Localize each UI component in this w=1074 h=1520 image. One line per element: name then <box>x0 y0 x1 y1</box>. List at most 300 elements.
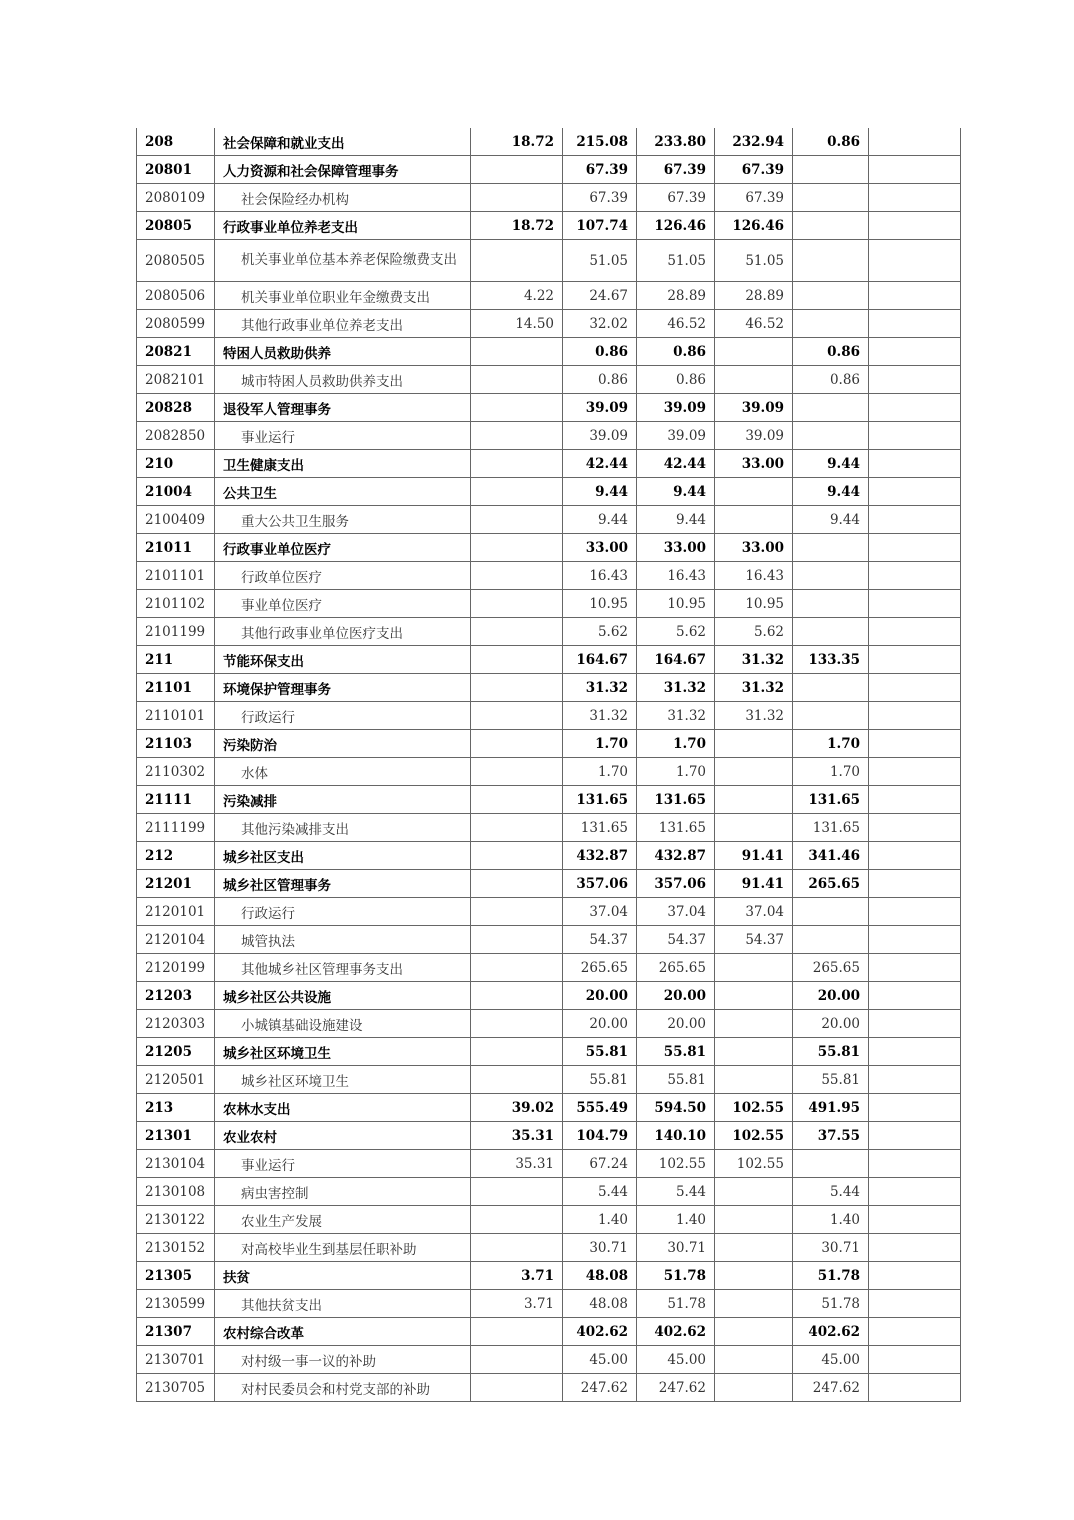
row-value-4-cell: 91.41 <box>715 870 793 898</box>
row-name-cell: 对高校毕业生到基层任职补助 <box>215 1234 471 1262</box>
table-row <box>137 212 961 240</box>
row-value-5-cell <box>793 926 869 954</box>
table-row <box>137 870 961 898</box>
row-name-cell: 城管执法 <box>215 926 471 954</box>
row-name-cell: 病虫害控制 <box>215 1178 471 1206</box>
row-value-3-cell: 20.00 <box>637 982 715 1010</box>
row-value-1-cell <box>471 926 563 954</box>
row-value-4-cell: 33.00 <box>715 534 793 562</box>
row-value-2-cell: 0.86 <box>563 366 637 394</box>
row-value-5-cell: 9.44 <box>793 506 869 534</box>
row-value-5-cell <box>793 898 869 926</box>
row-value-5-cell: 30.71 <box>793 1234 869 1262</box>
row-value-2-cell: 33.00 <box>563 534 637 562</box>
row-value-5-cell: 55.81 <box>793 1066 869 1094</box>
table-row <box>137 506 961 534</box>
row-name-cell: 机关事业单位职业年金缴费支出 <box>215 282 471 310</box>
row-value-1-cell <box>471 1234 563 1262</box>
row-value-3-cell: 9.44 <box>637 506 715 534</box>
row-empty-cell <box>869 926 961 954</box>
row-empty-cell <box>869 128 961 156</box>
row-empty-cell <box>869 156 961 184</box>
row-value-4-cell <box>715 982 793 1010</box>
row-value-1-cell <box>471 870 563 898</box>
row-empty-cell <box>869 1318 961 1346</box>
row-empty-cell <box>869 590 961 618</box>
row-empty-cell <box>869 870 961 898</box>
row-value-1-cell <box>471 618 563 646</box>
row-code-cell: 2130705 <box>137 1374 215 1402</box>
row-code-cell: 21305 <box>137 1262 215 1290</box>
row-value-4-cell: 10.95 <box>715 590 793 618</box>
row-value-4-cell: 126.46 <box>715 212 793 240</box>
row-name-cell: 小城镇基础设施建设 <box>215 1010 471 1038</box>
row-value-3-cell: 39.09 <box>637 422 715 450</box>
row-empty-cell <box>869 1038 961 1066</box>
row-value-2-cell: 164.67 <box>563 646 637 674</box>
row-value-4-cell: 37.04 <box>715 898 793 926</box>
row-code-cell: 2080599 <box>137 310 215 338</box>
row-value-4-cell: 91.41 <box>715 842 793 870</box>
row-value-1-cell <box>471 422 563 450</box>
row-value-1-cell <box>471 702 563 730</box>
row-value-2-cell: 54.37 <box>563 926 637 954</box>
row-value-4-cell <box>715 1234 793 1262</box>
row-empty-cell <box>869 310 961 338</box>
row-value-4-cell: 31.32 <box>715 674 793 702</box>
row-name-cell: 公共卫生 <box>215 478 471 506</box>
row-value-5-cell <box>793 674 869 702</box>
row-value-3-cell: 1.40 <box>637 1206 715 1234</box>
row-value-1-cell <box>471 982 563 1010</box>
row-value-5-cell <box>793 156 869 184</box>
row-empty-cell <box>869 450 961 478</box>
row-value-2-cell: 30.71 <box>563 1234 637 1262</box>
row-empty-cell <box>869 730 961 758</box>
row-value-2-cell: 55.81 <box>563 1038 637 1066</box>
row-value-2-cell: 131.65 <box>563 814 637 842</box>
row-empty-cell <box>869 478 961 506</box>
row-name-cell: 其他行政事业单位养老支出 <box>215 310 471 338</box>
row-code-cell: 210 <box>137 450 215 478</box>
row-value-3-cell: 54.37 <box>637 926 715 954</box>
table-row <box>137 562 961 590</box>
row-name-cell: 城乡社区管理事务 <box>215 870 471 898</box>
row-value-1-cell: 35.31 <box>471 1150 563 1178</box>
row-value-1-cell <box>471 1066 563 1094</box>
row-name-cell: 其他城乡社区管理事务支出 <box>215 954 471 982</box>
row-name-cell: 污染防治 <box>215 730 471 758</box>
table-row <box>137 814 961 842</box>
row-code-cell: 20828 <box>137 394 215 422</box>
row-code-cell: 2101101 <box>137 562 215 590</box>
row-value-1-cell <box>471 156 563 184</box>
row-value-2-cell: 215.08 <box>563 128 637 156</box>
row-name-cell: 行政运行 <box>215 702 471 730</box>
row-code-cell: 2080505 <box>137 240 215 282</box>
row-value-1-cell: 39.02 <box>471 1094 563 1122</box>
row-value-3-cell: 45.00 <box>637 1346 715 1374</box>
row-empty-cell <box>869 562 961 590</box>
table-row <box>137 534 961 562</box>
row-empty-cell <box>869 1206 961 1234</box>
row-value-5-cell: 1.70 <box>793 758 869 786</box>
table-row <box>137 1122 961 1150</box>
table-row <box>137 954 961 982</box>
row-value-2-cell: 402.62 <box>563 1318 637 1346</box>
row-empty-cell <box>869 422 961 450</box>
row-empty-cell <box>869 1290 961 1318</box>
row-value-4-cell <box>715 954 793 982</box>
row-value-5-cell <box>793 590 869 618</box>
row-value-2-cell: 357.06 <box>563 870 637 898</box>
row-empty-cell <box>869 758 961 786</box>
row-value-4-cell: 39.09 <box>715 422 793 450</box>
row-value-4-cell <box>715 366 793 394</box>
row-value-2-cell: 20.00 <box>563 982 637 1010</box>
row-value-5-cell <box>793 212 869 240</box>
row-name-cell: 水体 <box>215 758 471 786</box>
row-value-1-cell <box>471 954 563 982</box>
row-value-5-cell: 1.70 <box>793 730 869 758</box>
row-value-1-cell <box>471 786 563 814</box>
row-value-3-cell: 30.71 <box>637 1234 715 1262</box>
row-empty-cell <box>869 212 961 240</box>
row-empty-cell <box>869 1262 961 1290</box>
row-empty-cell <box>869 240 961 282</box>
row-code-cell: 2110101 <box>137 702 215 730</box>
row-value-3-cell: 402.62 <box>637 1318 715 1346</box>
row-empty-cell <box>869 1066 961 1094</box>
row-value-3-cell: 1.70 <box>637 758 715 786</box>
table-row <box>137 646 961 674</box>
row-value-3-cell: 31.32 <box>637 674 715 702</box>
table-row <box>137 1150 961 1178</box>
row-name-cell: 城乡社区环境卫生 <box>215 1038 471 1066</box>
row-code-cell: 2120303 <box>137 1010 215 1038</box>
row-code-cell: 21011 <box>137 534 215 562</box>
row-value-5-cell <box>793 240 869 282</box>
row-value-5-cell: 1.40 <box>793 1206 869 1234</box>
row-value-5-cell: 20.00 <box>793 982 869 1010</box>
row-value-2-cell: 31.32 <box>563 674 637 702</box>
row-value-1-cell <box>471 814 563 842</box>
row-value-3-cell: 594.50 <box>637 1094 715 1122</box>
row-value-4-cell <box>715 758 793 786</box>
row-value-1-cell <box>471 366 563 394</box>
row-name-cell: 城乡社区公共设施 <box>215 982 471 1010</box>
table-row <box>137 618 961 646</box>
row-value-3-cell: 432.87 <box>637 842 715 870</box>
row-code-cell: 21101 <box>137 674 215 702</box>
row-name-cell: 事业运行 <box>215 1150 471 1178</box>
table-row <box>137 982 961 1010</box>
table-row <box>137 674 961 702</box>
row-value-3-cell: 126.46 <box>637 212 715 240</box>
row-value-4-cell <box>715 338 793 366</box>
row-value-5-cell: 5.44 <box>793 1178 869 1206</box>
row-name-cell: 特困人员救助供养 <box>215 338 471 366</box>
row-value-4-cell: 51.05 <box>715 240 793 282</box>
row-value-2-cell: 48.08 <box>563 1262 637 1290</box>
row-value-3-cell: 9.44 <box>637 478 715 506</box>
row-name-cell: 人力资源和社会保障管理事务 <box>215 156 471 184</box>
row-code-cell: 2130152 <box>137 1234 215 1262</box>
row-value-1-cell <box>471 450 563 478</box>
row-value-2-cell: 16.43 <box>563 562 637 590</box>
row-value-4-cell: 102.55 <box>715 1150 793 1178</box>
table-row <box>137 366 961 394</box>
row-value-3-cell: 131.65 <box>637 814 715 842</box>
row-value-4-cell: 5.62 <box>715 618 793 646</box>
row-value-3-cell: 39.09 <box>637 394 715 422</box>
table-row <box>137 730 961 758</box>
row-name-cell: 行政单位医疗 <box>215 562 471 590</box>
row-value-1-cell <box>471 1178 563 1206</box>
row-value-4-cell <box>715 1206 793 1234</box>
row-value-3-cell: 55.81 <box>637 1066 715 1094</box>
row-value-5-cell <box>793 282 869 310</box>
table-row <box>137 1010 961 1038</box>
row-name-cell: 环境保护管理事务 <box>215 674 471 702</box>
row-value-2-cell: 104.79 <box>563 1122 637 1150</box>
table-row <box>137 1262 961 1290</box>
row-value-2-cell: 9.44 <box>563 506 637 534</box>
table-row <box>137 1066 961 1094</box>
row-value-2-cell: 39.09 <box>563 422 637 450</box>
table-row <box>137 926 961 954</box>
row-value-2-cell: 20.00 <box>563 1010 637 1038</box>
row-value-2-cell: 555.49 <box>563 1094 637 1122</box>
row-value-5-cell: 491.95 <box>793 1094 869 1122</box>
row-value-2-cell: 1.70 <box>563 758 637 786</box>
table-row <box>137 282 961 310</box>
row-value-5-cell: 131.65 <box>793 814 869 842</box>
row-value-4-cell <box>715 1262 793 1290</box>
row-code-cell: 21201 <box>137 870 215 898</box>
row-value-5-cell <box>793 534 869 562</box>
row-value-1-cell <box>471 1374 563 1402</box>
row-value-5-cell <box>793 562 869 590</box>
table-row <box>137 156 961 184</box>
row-value-4-cell: 67.39 <box>715 184 793 212</box>
row-value-5-cell: 9.44 <box>793 478 869 506</box>
row-name-cell: 卫生健康支出 <box>215 450 471 478</box>
row-empty-cell <box>869 1234 961 1262</box>
row-value-2-cell: 42.44 <box>563 450 637 478</box>
table-row <box>137 1206 961 1234</box>
row-value-4-cell: 67.39 <box>715 156 793 184</box>
row-value-1-cell: 3.71 <box>471 1262 563 1290</box>
row-name-cell: 对村民委员会和村党支部的补助 <box>215 1374 471 1402</box>
row-value-2-cell: 32.02 <box>563 310 637 338</box>
row-value-5-cell: 51.78 <box>793 1290 869 1318</box>
row-code-cell: 2120104 <box>137 926 215 954</box>
row-empty-cell <box>869 534 961 562</box>
row-value-5-cell: 9.44 <box>793 450 869 478</box>
row-value-1-cell <box>471 1038 563 1066</box>
row-name-cell: 城乡社区支出 <box>215 842 471 870</box>
row-name-cell: 行政运行 <box>215 898 471 926</box>
row-code-cell: 2101102 <box>137 590 215 618</box>
row-value-2-cell: 31.32 <box>563 702 637 730</box>
table-row <box>137 758 961 786</box>
row-value-2-cell: 67.39 <box>563 156 637 184</box>
row-value-4-cell <box>715 506 793 534</box>
row-code-cell: 2130108 <box>137 1178 215 1206</box>
row-value-3-cell: 67.39 <box>637 184 715 212</box>
row-value-3-cell: 357.06 <box>637 870 715 898</box>
row-name-cell: 事业运行 <box>215 422 471 450</box>
row-value-4-cell: 232.94 <box>715 128 793 156</box>
row-code-cell: 21301 <box>137 1122 215 1150</box>
row-value-4-cell <box>715 478 793 506</box>
row-value-1-cell <box>471 338 563 366</box>
table-row <box>137 184 961 212</box>
row-code-cell: 2120199 <box>137 954 215 982</box>
row-code-cell: 2130104 <box>137 1150 215 1178</box>
row-empty-cell <box>869 1122 961 1150</box>
table-row <box>137 842 961 870</box>
row-value-3-cell: 265.65 <box>637 954 715 982</box>
row-value-3-cell: 51.78 <box>637 1262 715 1290</box>
row-value-1-cell <box>471 730 563 758</box>
row-name-cell: 社会保险经办机构 <box>215 184 471 212</box>
row-code-cell: 2130701 <box>137 1346 215 1374</box>
row-value-2-cell: 107.74 <box>563 212 637 240</box>
row-name-cell: 重大公共卫生服务 <box>215 506 471 534</box>
row-value-5-cell <box>793 310 869 338</box>
row-value-5-cell: 265.65 <box>793 954 869 982</box>
row-code-cell: 2120501 <box>137 1066 215 1094</box>
table-row <box>137 898 961 926</box>
row-name-cell: 节能环保支出 <box>215 646 471 674</box>
row-value-3-cell: 28.89 <box>637 282 715 310</box>
expenditure-table <box>136 128 961 1402</box>
table-row <box>137 1318 961 1346</box>
row-code-cell: 2082850 <box>137 422 215 450</box>
row-value-4-cell: 28.89 <box>715 282 793 310</box>
row-empty-cell <box>869 814 961 842</box>
row-code-cell: 213 <box>137 1094 215 1122</box>
row-empty-cell <box>869 674 961 702</box>
row-code-cell: 21004 <box>137 478 215 506</box>
row-value-2-cell: 265.65 <box>563 954 637 982</box>
row-value-3-cell: 140.10 <box>637 1122 715 1150</box>
row-value-1-cell <box>471 842 563 870</box>
row-name-cell: 社会保障和就业支出 <box>215 128 471 156</box>
row-empty-cell <box>869 618 961 646</box>
row-value-1-cell <box>471 758 563 786</box>
row-name-cell: 其他扶贫支出 <box>215 1290 471 1318</box>
row-value-5-cell: 51.78 <box>793 1262 869 1290</box>
row-empty-cell <box>869 1346 961 1374</box>
row-value-2-cell: 55.81 <box>563 1066 637 1094</box>
table-row <box>137 1290 961 1318</box>
row-code-cell: 20801 <box>137 156 215 184</box>
row-value-5-cell <box>793 1150 869 1178</box>
row-value-2-cell: 5.62 <box>563 618 637 646</box>
row-value-3-cell: 51.05 <box>637 240 715 282</box>
row-value-4-cell <box>715 1318 793 1346</box>
row-name-cell: 机关事业单位基本养老保险缴费支出 <box>215 240 471 282</box>
row-value-2-cell: 37.04 <box>563 898 637 926</box>
row-name-cell: 城市特困人员救助供养支出 <box>215 366 471 394</box>
row-empty-cell <box>869 1374 961 1402</box>
row-value-2-cell: 5.44 <box>563 1178 637 1206</box>
table-row <box>137 590 961 618</box>
row-value-5-cell: 265.65 <box>793 870 869 898</box>
row-name-cell: 对村级一事一议的补助 <box>215 1346 471 1374</box>
row-value-2-cell: 39.09 <box>563 394 637 422</box>
row-value-5-cell: 0.86 <box>793 128 869 156</box>
row-value-3-cell: 33.00 <box>637 534 715 562</box>
row-value-2-cell: 67.24 <box>563 1150 637 1178</box>
row-code-cell: 2100409 <box>137 506 215 534</box>
row-code-cell: 21103 <box>137 730 215 758</box>
row-value-4-cell <box>715 1374 793 1402</box>
row-value-2-cell: 24.67 <box>563 282 637 310</box>
row-empty-cell <box>869 394 961 422</box>
row-value-2-cell: 45.00 <box>563 1346 637 1374</box>
row-value-5-cell: 247.62 <box>793 1374 869 1402</box>
row-value-4-cell <box>715 1178 793 1206</box>
row-empty-cell <box>869 282 961 310</box>
row-value-3-cell: 16.43 <box>637 562 715 590</box>
table-body <box>137 128 961 1402</box>
row-value-2-cell: 67.39 <box>563 184 637 212</box>
row-code-cell: 211 <box>137 646 215 674</box>
table-row <box>137 1234 961 1262</box>
table-row <box>137 1346 961 1374</box>
row-value-1-cell <box>471 590 563 618</box>
row-empty-cell <box>869 954 961 982</box>
row-name-cell: 城乡社区环境卫生 <box>215 1066 471 1094</box>
row-value-2-cell: 1.70 <box>563 730 637 758</box>
row-code-cell: 2101199 <box>137 618 215 646</box>
row-value-5-cell: 20.00 <box>793 1010 869 1038</box>
table-row <box>137 702 961 730</box>
row-value-3-cell: 233.80 <box>637 128 715 156</box>
row-value-2-cell: 51.05 <box>563 240 637 282</box>
row-value-5-cell: 45.00 <box>793 1346 869 1374</box>
row-value-3-cell: 5.62 <box>637 618 715 646</box>
row-empty-cell <box>869 338 961 366</box>
row-code-cell: 2080109 <box>137 184 215 212</box>
row-value-5-cell <box>793 702 869 730</box>
row-value-1-cell: 3.71 <box>471 1290 563 1318</box>
row-value-4-cell: 31.32 <box>715 646 793 674</box>
row-code-cell: 20805 <box>137 212 215 240</box>
row-empty-cell <box>869 786 961 814</box>
row-value-1-cell <box>471 1318 563 1346</box>
row-value-1-cell <box>471 478 563 506</box>
row-value-3-cell: 5.44 <box>637 1178 715 1206</box>
row-code-cell: 21111 <box>137 786 215 814</box>
row-value-3-cell: 102.55 <box>637 1150 715 1178</box>
row-code-cell: 2130122 <box>137 1206 215 1234</box>
row-value-3-cell: 131.65 <box>637 786 715 814</box>
row-value-5-cell: 402.62 <box>793 1318 869 1346</box>
row-value-4-cell: 39.09 <box>715 394 793 422</box>
row-value-1-cell: 35.31 <box>471 1122 563 1150</box>
row-value-5-cell <box>793 184 869 212</box>
row-name-cell: 农业农村 <box>215 1122 471 1150</box>
row-name-cell: 农林水支出 <box>215 1094 471 1122</box>
table-row <box>137 422 961 450</box>
row-value-3-cell: 67.39 <box>637 156 715 184</box>
row-value-2-cell: 0.86 <box>563 338 637 366</box>
